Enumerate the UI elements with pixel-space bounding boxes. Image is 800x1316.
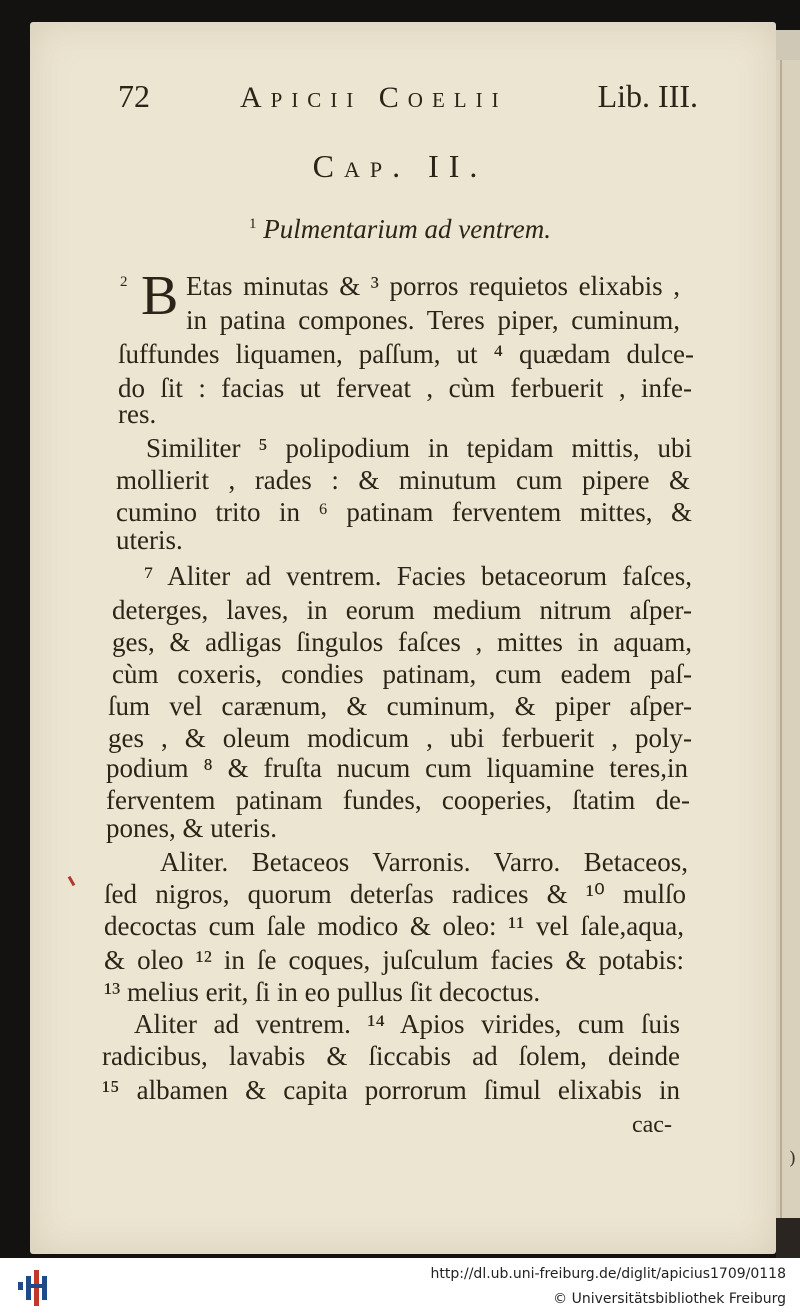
text-line: ſum vel carænum, & cuminum, & piper aſper-	[108, 691, 692, 721]
text-line: Similiter ⁵ polipodium in tepidam mittis, ubi	[146, 433, 692, 463]
text-line: ges , & oleum modicum , ubi ferbuerit , poly-	[108, 723, 692, 753]
text-line: Aliter. Betaceos Varronis. Varro. Betaceos,	[160, 847, 688, 877]
viewer-footer	[0, 1258, 800, 1316]
text-line: cumino trito in ⁶ patinam ferventem mittes, &	[116, 497, 692, 527]
drop-cap: B	[141, 265, 179, 327]
text-line: do ſit : facias ut ferveat , cùm ferbuerit , infe-	[118, 373, 692, 403]
text-line: Etas minutas & ³ porros requietos elixabis ,	[186, 271, 680, 301]
library-logo-icon[interactable]	[14, 1266, 54, 1306]
text-line: decoctas cum ſale modico & oleo: ¹¹ vel ſale,aqua,	[104, 911, 684, 941]
permalink[interactable]: http://dl.ub.uni-freiburg.de/diglit/apicius1709/0118	[430, 1266, 786, 1282]
text-line: radicibus, lavabis & ſiccabis ad ſolem, deinde	[102, 1041, 680, 1071]
text-line: ferventem patinam fundes, cooperies, ſtatim de-	[106, 785, 690, 815]
text-line: mollierit , rades : & minutum cum pipere &	[116, 465, 690, 495]
text-line: Aliter ad ventrem. ¹⁴ Apios virides, cum ſuis	[134, 1009, 680, 1039]
text-line: ¹³ melius erit, ſi in eo pullus ſit decoctus.	[104, 977, 541, 1007]
text-line: cùm coxeris, condies patinam, cum eadem paſ-	[112, 659, 692, 689]
rubric-text: Pulmentarium ad ventrem.	[263, 214, 551, 244]
adjacent-page-edge: )	[776, 30, 800, 1258]
footnote-marker: 2	[120, 274, 128, 290]
text-line: ⁷ Aliter ad ventrem. Facies betaceorum faſces,	[144, 561, 692, 591]
page-number: 72	[118, 78, 150, 114]
running-title: Apicii Coelii	[239, 81, 508, 114]
text-line: deterges, laves, in eorum medium nitrum aſper-	[112, 595, 692, 625]
rubric-note-number: 1	[249, 216, 257, 232]
text-line: res.	[118, 399, 157, 429]
text-line: & oleo ¹² in ſe coques, juſculum facies & potabis:	[104, 945, 684, 975]
catchword: cac-	[632, 1112, 672, 1138]
text-line: ſuffundes liquamen, paſſum, ut ⁴ quædam dulce-	[118, 339, 694, 369]
text-line: uteris.	[116, 525, 183, 555]
copyright-notice: © Universitätsbibliothek Freiburg	[553, 1291, 786, 1307]
text-line: ſed nigros, quorum deterſas radices & ¹⁰ mulſo	[104, 879, 686, 909]
text-line: ges, & adligas ſingulos faſces , mittes in aquam,	[112, 627, 692, 657]
running-header	[118, 78, 698, 122]
text-line: pones, & uteris.	[106, 813, 277, 843]
text-line: ¹⁵ albamen & capita porrorum ſimul elixabis in	[102, 1075, 680, 1105]
chapter-heading: Cap. II.	[312, 148, 488, 184]
rubric-heading	[0, 214, 800, 245]
text-line: in patina compones. Teres piper, cuminum,	[186, 305, 680, 335]
text-line: podium ⁸ & fruſta nucum cum liquamine teres,in	[106, 753, 688, 783]
book-label: Lib. III.	[597, 78, 698, 114]
